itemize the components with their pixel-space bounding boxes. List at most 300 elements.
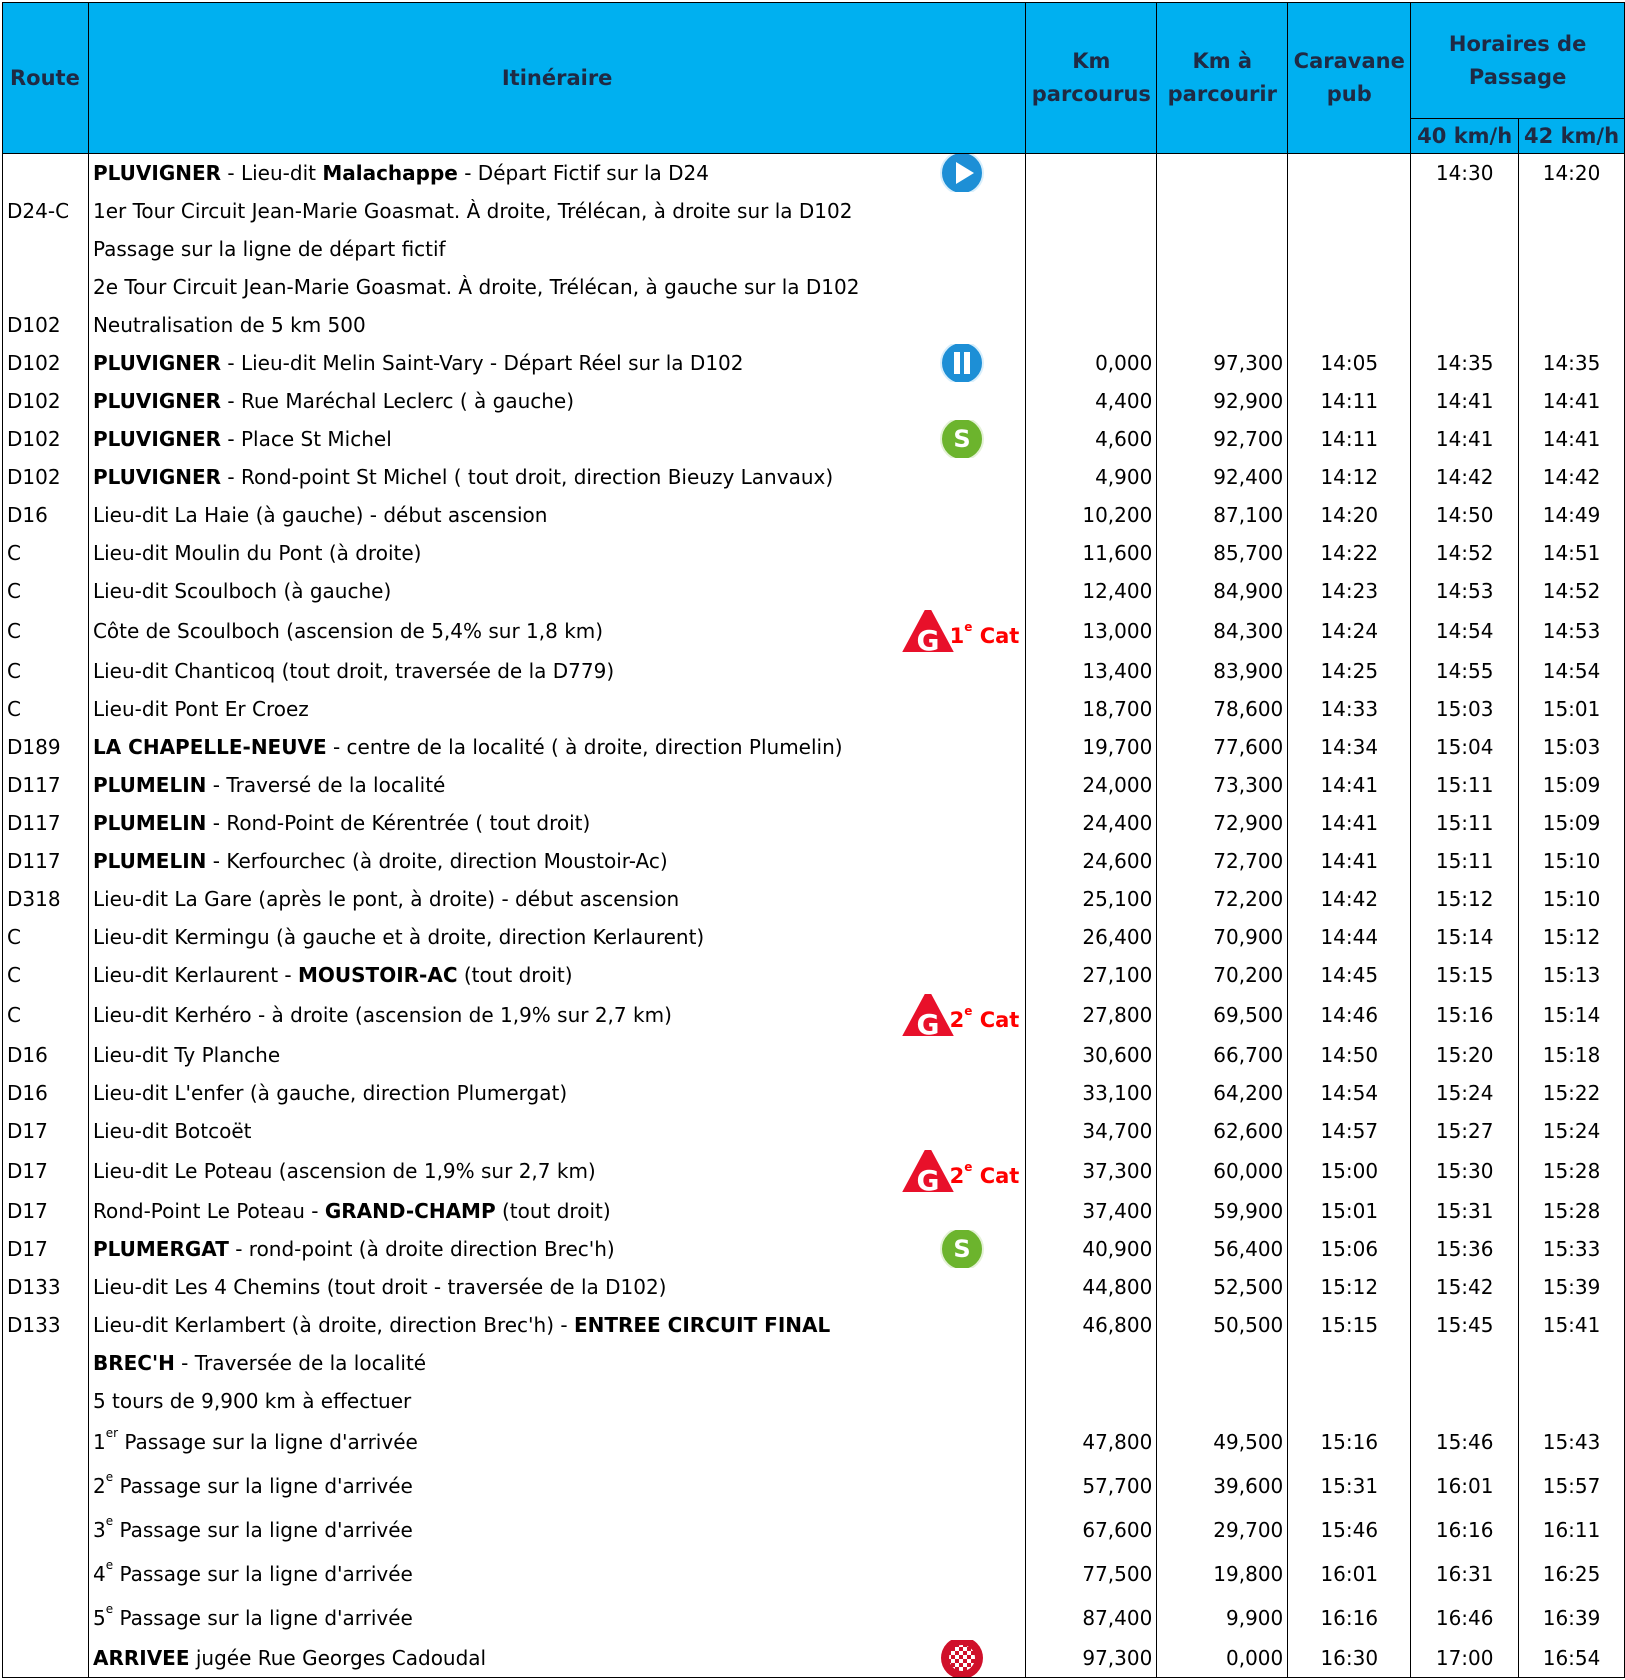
km-parcourus-cell: 30,600	[1026, 1036, 1157, 1074]
time-40-cell: 16:01	[1411, 1464, 1519, 1508]
km-a-parcourir-cell: 29,700	[1157, 1508, 1288, 1552]
time-40-cell: 16:31	[1411, 1552, 1519, 1596]
time-40-cell: 15:27	[1411, 1112, 1519, 1150]
table-row	[3, 1420, 1625, 1464]
caravane-cell: 15:16	[1288, 1420, 1411, 1464]
km-parcourus-cell: 12,400	[1026, 572, 1157, 610]
time-40-cell: 15:20	[1411, 1036, 1519, 1074]
table-row	[3, 652, 1625, 690]
km-a-parcourir-cell: 70,900	[1157, 918, 1288, 956]
km-a-parcourir-cell: 73,300	[1157, 766, 1288, 804]
place-name: PLUMERGAT	[92, 1236, 229, 1261]
itineraire-text: Lieu-dit Kermingu (à gauche et à droite, direction Kerlaurent)	[92, 924, 705, 949]
km-parcourus-cell: 24,400	[1026, 804, 1157, 842]
table-row	[3, 1306, 1625, 1344]
caravane-cell: 14:46	[1288, 994, 1411, 1036]
caravane-cell	[1288, 230, 1411, 268]
route-cell: D16	[3, 1074, 89, 1112]
climb-category-label: 2e Cat	[949, 1159, 1020, 1188]
table-row	[3, 1112, 1625, 1150]
itineraire-text: - Place St Michel	[221, 426, 392, 451]
km-parcourus-cell: 4,900	[1026, 458, 1157, 496]
table-row	[3, 344, 1625, 382]
time-42-cell: 15:12	[1519, 918, 1625, 956]
itineraire-text: - rond-point (à droite direction Brec'h)	[228, 1236, 615, 1261]
caravane-cell: 14:57	[1288, 1112, 1411, 1150]
km-a-parcourir-cell: 56,400	[1157, 1230, 1288, 1268]
km-a-parcourir-cell: 84,300	[1157, 610, 1288, 652]
itineraire-text: 1er Tour Circuit Jean-Marie Goasmat. À droite, Trélécan, à droite sur la D102	[92, 198, 853, 223]
time-42-cell	[1519, 306, 1625, 344]
time-40-cell: 15:30	[1411, 1150, 1519, 1192]
itineraire-cell	[88, 1596, 1025, 1640]
itineraire-cell	[88, 534, 1025, 572]
itineraire-text: Lieu-dit Moulin du Pont (à droite)	[92, 540, 422, 565]
time-40-cell: 15:16	[1411, 994, 1519, 1036]
header-km-a-parcourir: Km à parcourir	[1157, 3, 1288, 154]
time-42-cell: 15:01	[1519, 690, 1625, 728]
km-a-parcourir-cell: 19,800	[1157, 1552, 1288, 1596]
itineraire-cell	[88, 268, 1025, 306]
itineraire-text: - Lieu-dit Melin Saint-Vary - Départ Réel sur la D102	[221, 350, 744, 375]
itineraire-text: Passage sur la ligne d'arrivée	[113, 1605, 413, 1630]
km-parcourus-cell: 40,900	[1026, 1230, 1157, 1268]
route-cell	[3, 1508, 89, 1552]
itineraire-text: - Rue Maréchal Leclerc ( à gauche)	[221, 388, 575, 413]
route-cell: C	[3, 534, 89, 572]
table-row	[3, 534, 1625, 572]
place-name: ARRIVEE	[92, 1646, 190, 1671]
time-40-cell: 15:12	[1411, 880, 1519, 918]
km-parcourus-cell: 37,300	[1026, 1150, 1157, 1192]
time-42-cell	[1519, 1344, 1625, 1382]
itineraire-text: jugée Rue Georges Cadoudal	[189, 1646, 487, 1671]
km-parcourus-cell: 10,200	[1026, 496, 1157, 534]
time-42-cell: 15:09	[1519, 804, 1625, 842]
time-42-cell	[1519, 268, 1625, 306]
itineraire-text: Lieu-dit Scoulboch (à gauche)	[92, 578, 392, 603]
place-name: PLUMELIN	[92, 848, 207, 873]
place-name: PLUVIGNER	[92, 426, 222, 451]
itineraire-text: Lieu-dit Kerlambert (à droite, direction Brec'h) -	[92, 1312, 574, 1337]
time-42-cell	[1519, 192, 1625, 230]
itineraire-text: Passage sur la ligne d'arrivée	[113, 1473, 413, 1498]
table-body	[3, 154, 1625, 1678]
header-km-parcourus: Km parcourus	[1026, 3, 1157, 154]
time-40-cell: 15:31	[1411, 1192, 1519, 1230]
time-42-cell	[1519, 1382, 1625, 1420]
table-row	[3, 1230, 1625, 1268]
caravane-cell: 15:46	[1288, 1508, 1411, 1552]
table-row	[3, 880, 1625, 918]
itineraire-cell	[88, 1552, 1025, 1596]
km-a-parcourir-cell: 84,900	[1157, 572, 1288, 610]
km-a-parcourir-cell: 70,200	[1157, 956, 1288, 994]
itineraire-text: Lieu-dit Ty Planche	[92, 1042, 281, 1067]
table-header	[3, 3, 1625, 154]
time-42-cell: 15:13	[1519, 956, 1625, 994]
time-40-cell: 15:45	[1411, 1306, 1519, 1344]
time-40-cell: 15:24	[1411, 1074, 1519, 1112]
header-caravane-pub: Caravane pub	[1288, 3, 1411, 154]
km-parcourus-cell: 26,400	[1026, 918, 1157, 956]
table-row	[3, 1640, 1625, 1678]
km-parcourus-cell: 13,000	[1026, 610, 1157, 652]
route-cell: D133	[3, 1306, 89, 1344]
table-row	[3, 306, 1625, 344]
km-parcourus-cell: 57,700	[1026, 1464, 1157, 1508]
itineraire-cell	[88, 610, 1025, 657]
time-40-cell	[1411, 192, 1519, 230]
place-name: GRAND-CHAMP	[324, 1198, 496, 1223]
route-cell: C	[3, 994, 89, 1036]
km-a-parcourir-cell: 85,700	[1157, 534, 1288, 572]
route-cell: C	[3, 690, 89, 728]
itineraire-text: 5	[92, 1605, 106, 1630]
caravane-cell: 15:12	[1288, 1268, 1411, 1306]
route-cell	[3, 1464, 89, 1508]
itineraire-text: 5 tours de 9,900 km à effectuer	[92, 1388, 412, 1413]
time-42-cell: 15:09	[1519, 766, 1625, 804]
caravane-cell: 15:01	[1288, 1192, 1411, 1230]
km-parcourus-cell: 11,600	[1026, 534, 1157, 572]
itineraire-cell	[88, 1640, 1025, 1678]
route-cell: D102	[3, 306, 89, 344]
table-row	[3, 1074, 1625, 1112]
itineraire-text: 2e Tour Circuit Jean-Marie Goasmat. À droite, Trélécan, à gauche sur la D102	[92, 274, 860, 299]
time-40-cell: 14:53	[1411, 572, 1519, 610]
header-speed-40: 40 km/h	[1411, 119, 1519, 154]
itineraire-text: - Traversé de la localité	[206, 772, 446, 797]
route-cell: C	[3, 572, 89, 610]
table-row	[3, 1150, 1625, 1192]
itineraire-cell	[88, 1382, 1025, 1420]
itineraire-text: - Lieu-dit	[221, 160, 323, 185]
km-a-parcourir-cell: 97,300	[1157, 344, 1288, 382]
time-40-cell: 14:41	[1411, 420, 1519, 458]
km-parcourus-cell: 13,400	[1026, 652, 1157, 690]
km-a-parcourir-cell: 64,200	[1157, 1074, 1288, 1112]
km-a-parcourir-cell: 50,500	[1157, 1306, 1288, 1344]
itineraire-text: Côte de Scoulboch (ascension de 5,4% sur 1,8 km)	[92, 618, 604, 643]
route-cell: D24-C	[3, 192, 89, 230]
time-42-cell: 14:52	[1519, 572, 1625, 610]
time-40-cell	[1411, 230, 1519, 268]
header-horaires-de-passage: Horaires de Passage	[1411, 3, 1625, 119]
itineraire-cell	[88, 1192, 1025, 1230]
itineraire-cell	[88, 382, 1025, 420]
route-cell: C	[3, 918, 89, 956]
roadbook-table	[2, 2, 1625, 1678]
time-42-cell: 14:51	[1519, 534, 1625, 572]
svg-text:G: G	[916, 1163, 940, 1197]
km-a-parcourir-cell	[1157, 1382, 1288, 1420]
km-parcourus-cell: 0,000	[1026, 344, 1157, 382]
itineraire-cell	[88, 1508, 1025, 1552]
time-42-cell: 14:53	[1519, 610, 1625, 652]
itineraire-text: 3	[92, 1517, 106, 1542]
route-cell	[3, 1344, 89, 1382]
caravane-cell: 14:45	[1288, 956, 1411, 994]
table-row	[3, 610, 1625, 652]
itineraire-text: Lieu-dit Botcoët	[92, 1118, 252, 1143]
time-42-cell: 16:39	[1519, 1596, 1625, 1640]
time-40-cell: 14:30	[1411, 154, 1519, 192]
km-a-parcourir-cell: 72,200	[1157, 880, 1288, 918]
km-a-parcourir-cell	[1157, 192, 1288, 230]
caravane-cell: 14:22	[1288, 534, 1411, 572]
itineraire-cell	[88, 1036, 1025, 1074]
km-a-parcourir-cell: 69,500	[1157, 994, 1288, 1036]
time-42-cell: 15:14	[1519, 994, 1625, 1036]
km-parcourus-cell	[1026, 306, 1157, 344]
km-parcourus-cell: 27,800	[1026, 994, 1157, 1036]
time-42-cell: 15:41	[1519, 1306, 1625, 1344]
km-a-parcourir-cell: 92,400	[1157, 458, 1288, 496]
km-a-parcourir-cell	[1157, 230, 1288, 268]
caravane-cell: 14:50	[1288, 1036, 1411, 1074]
caravane-cell	[1288, 1382, 1411, 1420]
caravane-cell	[1288, 268, 1411, 306]
itineraire-cell	[88, 956, 1025, 994]
km-parcourus-cell	[1026, 268, 1157, 306]
km-a-parcourir-cell: 49,500	[1157, 1420, 1288, 1464]
table-row	[3, 154, 1625, 192]
route-cell: C	[3, 610, 89, 652]
caravane-cell: 14:42	[1288, 880, 1411, 918]
itineraire-cell	[88, 1268, 1025, 1306]
itineraire-text: - Départ Fictif sur la D24	[457, 160, 709, 185]
route-cell: D117	[3, 842, 89, 880]
ordinal-suffix: er	[105, 1425, 119, 1440]
route-cell	[3, 1420, 89, 1464]
route-cell: D189	[3, 728, 89, 766]
itineraire-cell	[88, 880, 1025, 918]
time-40-cell	[1411, 268, 1519, 306]
itineraire-cell	[88, 728, 1025, 766]
time-40-cell: 16:16	[1411, 1508, 1519, 1552]
km-parcourus-cell: 4,600	[1026, 420, 1157, 458]
km-a-parcourir-cell	[1157, 1344, 1288, 1382]
svg-text:G: G	[916, 1007, 940, 1041]
km-a-parcourir-cell: 78,600	[1157, 690, 1288, 728]
route-cell: D318	[3, 880, 89, 918]
itineraire-text: Lieu-dit Pont Er Croez	[92, 696, 309, 721]
table-row	[3, 1382, 1625, 1420]
km-a-parcourir-cell	[1157, 306, 1288, 344]
itineraire-text: Lieu-dit Kerlaurent -	[92, 962, 298, 987]
route-cell: D17	[3, 1192, 89, 1230]
time-42-cell: 15:39	[1519, 1268, 1625, 1306]
itineraire-text: (tout droit)	[495, 1198, 611, 1223]
table-row	[3, 496, 1625, 534]
place-name: Malachappe	[322, 160, 458, 185]
route-cell: D102	[3, 458, 89, 496]
route-cell	[3, 230, 89, 268]
itineraire-cell	[88, 690, 1025, 728]
km-a-parcourir-cell	[1157, 154, 1288, 192]
time-42-cell: 15:33	[1519, 1230, 1625, 1268]
time-40-cell: 15:42	[1411, 1268, 1519, 1306]
itineraire-text: 2	[92, 1473, 106, 1498]
time-42-cell: 14:54	[1519, 652, 1625, 690]
table-row	[3, 1552, 1625, 1596]
km-parcourus-cell: 67,600	[1026, 1508, 1157, 1552]
time-42-cell: 15:22	[1519, 1074, 1625, 1112]
itineraire-cell	[88, 496, 1025, 534]
km-a-parcourir-cell: 83,900	[1157, 652, 1288, 690]
itineraire-cell	[88, 1306, 1025, 1344]
time-42-cell: 14:42	[1519, 458, 1625, 496]
km-parcourus-cell	[1026, 1344, 1157, 1382]
km-parcourus-cell	[1026, 154, 1157, 192]
itineraire-cell	[88, 1150, 1025, 1197]
km-parcourus-cell	[1026, 192, 1157, 230]
time-40-cell: 16:46	[1411, 1596, 1519, 1640]
km-parcourus-cell: 24,600	[1026, 842, 1157, 880]
itineraire-cell	[88, 652, 1025, 690]
itineraire-text: Lieu-dit Chanticoq (tout droit, traversée de la D779)	[92, 658, 615, 683]
route-cell: D117	[3, 804, 89, 842]
table-row	[3, 1268, 1625, 1306]
time-40-cell: 15:46	[1411, 1420, 1519, 1464]
km-parcourus-cell: 25,100	[1026, 880, 1157, 918]
km-parcourus-cell	[1026, 1382, 1157, 1420]
time-42-cell: 16:11	[1519, 1508, 1625, 1552]
itineraire-cell	[88, 1344, 1025, 1382]
table-row	[3, 572, 1625, 610]
km-a-parcourir-cell: 92,900	[1157, 382, 1288, 420]
caravane-cell: 15:06	[1288, 1230, 1411, 1268]
route-cell	[3, 1382, 89, 1420]
place-name: ENTREE CIRCUIT FINAL	[573, 1312, 831, 1337]
caravane-cell: 14:25	[1288, 652, 1411, 690]
route-cell	[3, 1596, 89, 1640]
itineraire-text: Lieu-dit Les 4 Chemins (tout droit - traversée de la D102)	[92, 1274, 667, 1299]
table-row	[3, 230, 1625, 268]
km-parcourus-cell: 4,400	[1026, 382, 1157, 420]
time-40-cell: 15:15	[1411, 956, 1519, 994]
caravane-cell: 15:15	[1288, 1306, 1411, 1344]
km-a-parcourir-cell: 9,900	[1157, 1596, 1288, 1640]
ordinal-suffix: e	[105, 1557, 114, 1572]
table-row	[3, 1192, 1625, 1230]
km-a-parcourir-cell	[1157, 268, 1288, 306]
itineraire-cell	[88, 766, 1025, 804]
itineraire-cell	[88, 572, 1025, 610]
caravane-cell: 14:44	[1288, 918, 1411, 956]
place-name: PLUVIGNER	[92, 464, 222, 489]
time-42-cell	[1519, 230, 1625, 268]
route-cell: D133	[3, 1268, 89, 1306]
table-row	[3, 1508, 1625, 1552]
place-name: PLUVIGNER	[92, 160, 222, 185]
itineraire-text: - Rond-point St Michel ( tout droit, direction Bieuzy Lanvaux)	[221, 464, 834, 489]
time-40-cell: 14:35	[1411, 344, 1519, 382]
route-cell: D17	[3, 1230, 89, 1268]
caravane-cell	[1288, 192, 1411, 230]
itineraire-text: - Traversée de la localité	[174, 1350, 427, 1375]
km-a-parcourir-cell: 52,500	[1157, 1268, 1288, 1306]
km-parcourus-cell: 34,700	[1026, 1112, 1157, 1150]
time-42-cell: 15:57	[1519, 1464, 1625, 1508]
route-cell	[3, 1552, 89, 1596]
route-cell: D17	[3, 1112, 89, 1150]
itineraire-cell	[88, 230, 1025, 268]
km-a-parcourir-cell: 92,700	[1157, 420, 1288, 458]
itineraire-text: Lieu-dit La Gare (après le pont, à droite) - début ascension	[92, 886, 680, 911]
caravane-cell: 14:12	[1288, 458, 1411, 496]
table-row	[3, 420, 1625, 458]
route-cell: D16	[3, 1036, 89, 1074]
table-row	[3, 804, 1625, 842]
place-name: PLUVIGNER	[92, 350, 222, 375]
caravane-cell: 16:30	[1288, 1640, 1411, 1678]
km-parcourus-cell: 27,100	[1026, 956, 1157, 994]
caravane-cell: 14:11	[1288, 420, 1411, 458]
time-40-cell: 14:54	[1411, 610, 1519, 652]
route-cell: D117	[3, 766, 89, 804]
time-42-cell: 14:49	[1519, 496, 1625, 534]
time-40-cell: 15:03	[1411, 690, 1519, 728]
svg-text:G: G	[916, 623, 940, 657]
time-42-cell: 16:25	[1519, 1552, 1625, 1596]
time-42-cell: 14:41	[1519, 382, 1625, 420]
itineraire-cell	[88, 192, 1025, 230]
table-row	[3, 728, 1625, 766]
time-40-cell: 15:11	[1411, 804, 1519, 842]
itineraire-text: Passage sur la ligne d'arrivée	[113, 1561, 413, 1586]
itineraire-cell	[88, 344, 1025, 382]
km-parcourus-cell: 87,400	[1026, 1596, 1157, 1640]
time-40-cell: 14:52	[1411, 534, 1519, 572]
time-42-cell: 14:35	[1519, 344, 1625, 382]
km-parcourus-cell: 24,000	[1026, 766, 1157, 804]
place-name: MOUSTOIR-AC	[298, 962, 458, 987]
caravane-cell: 15:00	[1288, 1150, 1411, 1192]
time-40-cell	[1411, 306, 1519, 344]
itineraire-cell	[88, 1112, 1025, 1150]
km-parcourus-cell: 77,500	[1026, 1552, 1157, 1596]
table-row	[3, 1036, 1625, 1074]
time-42-cell: 15:03	[1519, 728, 1625, 766]
caravane-cell: 14:54	[1288, 1074, 1411, 1112]
table-row	[3, 1344, 1625, 1382]
time-42-cell: 15:43	[1519, 1420, 1625, 1464]
table-row	[3, 690, 1625, 728]
place-name: PLUMELIN	[92, 772, 207, 797]
itineraire-cell	[88, 804, 1025, 842]
route-cell: D102	[3, 344, 89, 382]
itineraire-cell	[88, 918, 1025, 956]
time-40-cell	[1411, 1344, 1519, 1382]
km-a-parcourir-cell: 62,600	[1157, 1112, 1288, 1150]
caravane-cell: 16:01	[1288, 1552, 1411, 1596]
time-40-cell	[1411, 1382, 1519, 1420]
itineraire-text: - Kerfourchec (à droite, direction Moustoir-Ac)	[206, 848, 668, 873]
km-a-parcourir-cell: 0,000	[1157, 1640, 1288, 1678]
km-a-parcourir-cell: 59,900	[1157, 1192, 1288, 1230]
itineraire-cell	[88, 154, 1025, 192]
caravane-cell	[1288, 154, 1411, 192]
caravane-cell	[1288, 1344, 1411, 1382]
time-40-cell: 14:42	[1411, 458, 1519, 496]
ordinal-suffix: e	[105, 1513, 114, 1528]
itineraire-cell	[88, 1420, 1025, 1464]
caravane-cell: 14:41	[1288, 804, 1411, 842]
caravane-cell: 14:33	[1288, 690, 1411, 728]
time-40-cell: 15:11	[1411, 766, 1519, 804]
